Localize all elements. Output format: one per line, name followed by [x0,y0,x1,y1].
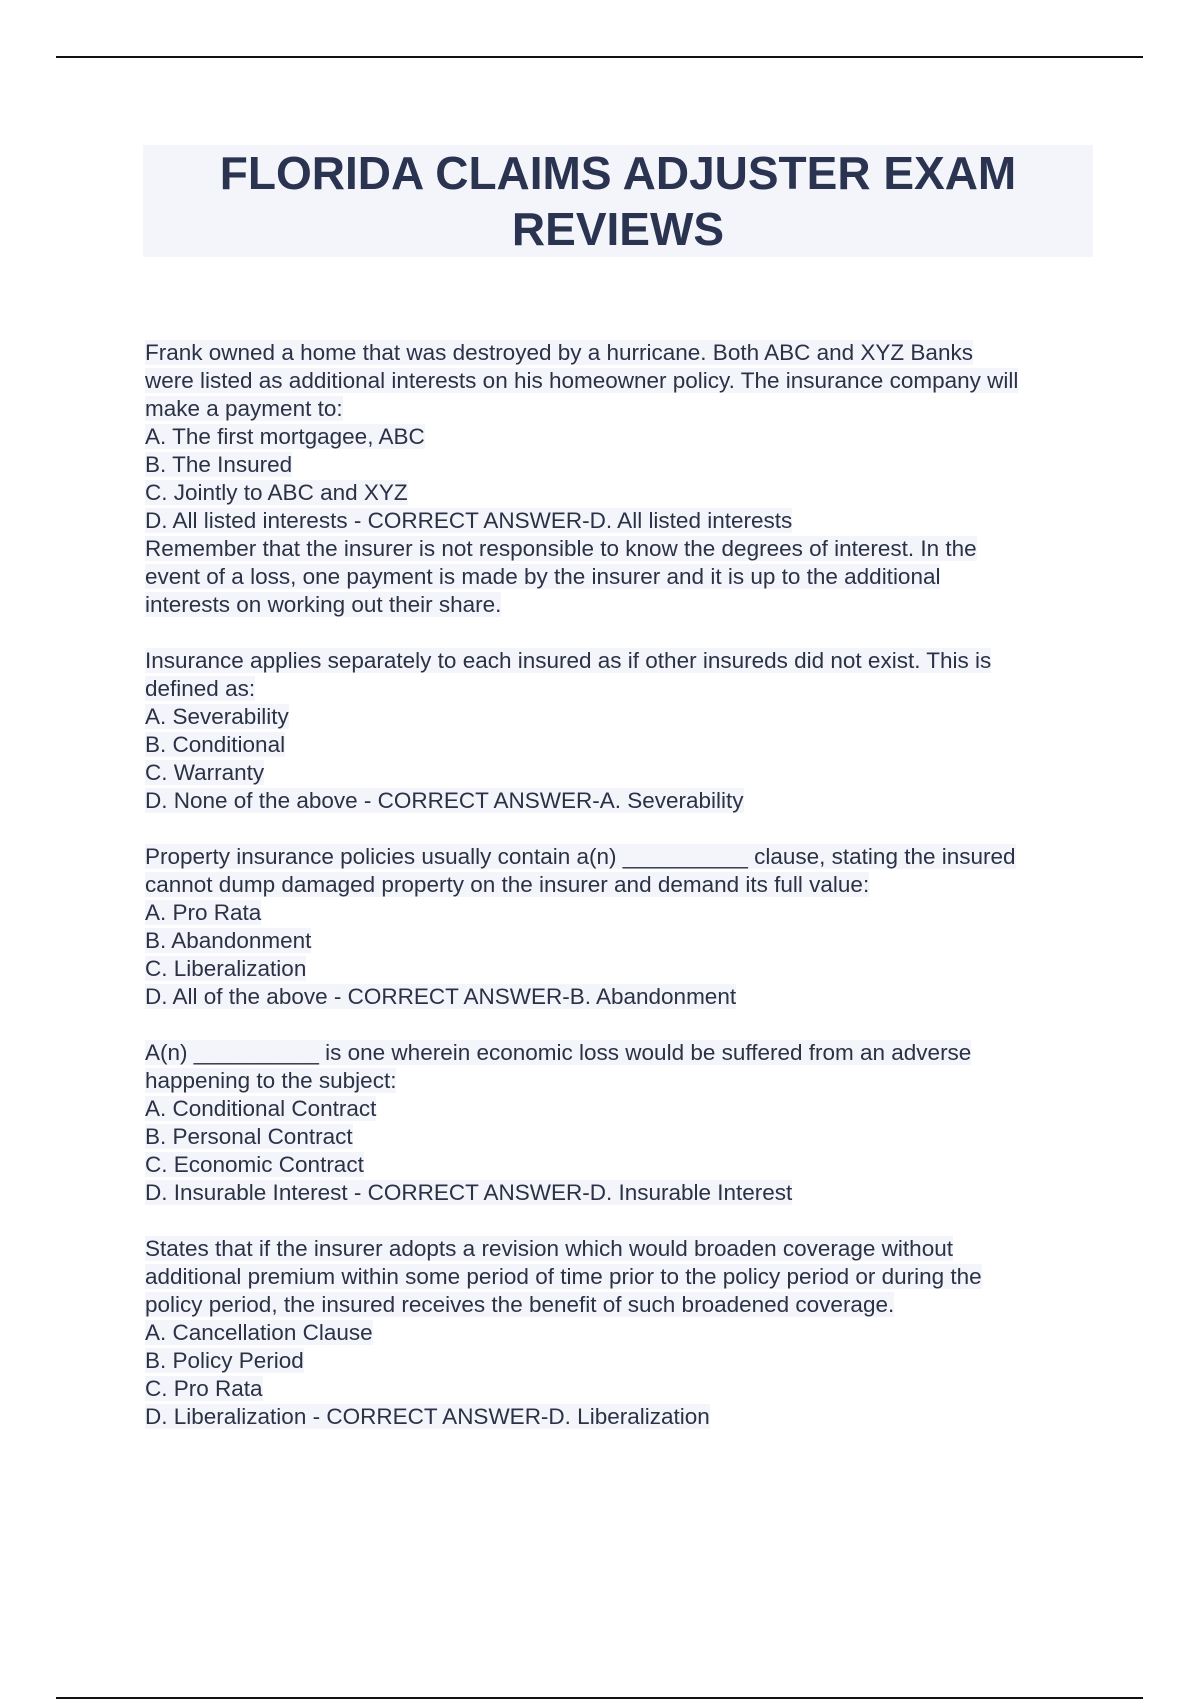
answer-option-correct: D. Liberalization - CORRECT ANSWER-D. Liberalization [145,1404,710,1429]
question-line: cannot dump damaged property on the insurer and demand its full value: [145,872,870,897]
questions-list [145,339,1095,1459]
explanation-line: Remember that the insurer is not responsible to know the degrees of interest. In the [145,536,977,561]
answer-option: A. Severability [145,704,289,729]
question-block [145,339,1095,619]
answer-option-correct: D. All of the above - CORRECT ANSWER-B. Abandonment [145,984,737,1009]
answer-option: C. Liberalization [145,956,307,981]
title-banner [143,145,1093,257]
answer-option: B. Abandonment [145,928,312,953]
question-line: Property insurance policies usually contain a(n) __________ clause, stating the insured [145,844,1016,869]
question-line: were listed as additional interests on his homeowner policy. The insurance company will [145,368,1019,393]
question-block [145,843,1095,1011]
answer-option: C. Warranty [145,760,265,785]
question-line: additional premium within some period of time prior to the policy period or during the [145,1264,982,1289]
question-block [145,1039,1095,1207]
answer-option: B. Conditional [145,732,286,757]
answer-option: A. Cancellation Clause [145,1320,373,1345]
question-line: Insurance applies separately to each insured as if other insureds did not exist. This is [145,648,992,673]
answer-option: B. The Insured [145,452,293,477]
question-line: make a payment to: [145,396,343,421]
explanation-line: event of a loss, one payment is made by the insurer and it is up to the additional [145,564,941,589]
answer-option: A. Conditional Contract [145,1096,377,1121]
question-line: A(n) __________ is one wherein economic loss would be suffered from an adverse [145,1040,972,1065]
answer-option-correct: D. None of the above - CORRECT ANSWER-A. Severability [145,788,744,813]
question-block [145,647,1095,815]
question-line: policy period, the insured receives the benefit of such broadened coverage. [145,1292,895,1317]
answer-option: B. Personal Contract [145,1124,353,1149]
question-block [145,1235,1095,1431]
question-line: Frank owned a home that was destroyed by a hurricane. Both ABC and XYZ Banks [145,340,973,365]
answer-option: C. Economic Contract [145,1152,364,1177]
answer-option: B. Policy Period [145,1348,304,1373]
answer-option: A. The first mortgagee, ABC [145,424,425,449]
answer-option-correct: D. All listed interests - CORRECT ANSWER-D. All listed interests [145,508,793,533]
top-rule [56,56,1143,58]
bottom-rule [56,1697,1143,1699]
answer-option: C. Jointly to ABC and XYZ [145,480,408,505]
answer-option: A. Pro Rata [145,900,262,925]
explanation-line: interests on working out their share. [145,592,502,617]
question-line: States that if the insurer adopts a revision which would broaden coverage without [145,1236,953,1261]
question-line: happening to the subject: [145,1068,397,1093]
answer-option: C. Pro Rata [145,1376,263,1401]
page-title: FLORIDA CLAIMS ADJUSTER EXAM REVIEWS [219,147,1017,255]
answer-option-correct: D. Insurable Interest - CORRECT ANSWER-D. Insurable Interest [145,1180,793,1205]
question-line: defined as: [145,676,256,701]
